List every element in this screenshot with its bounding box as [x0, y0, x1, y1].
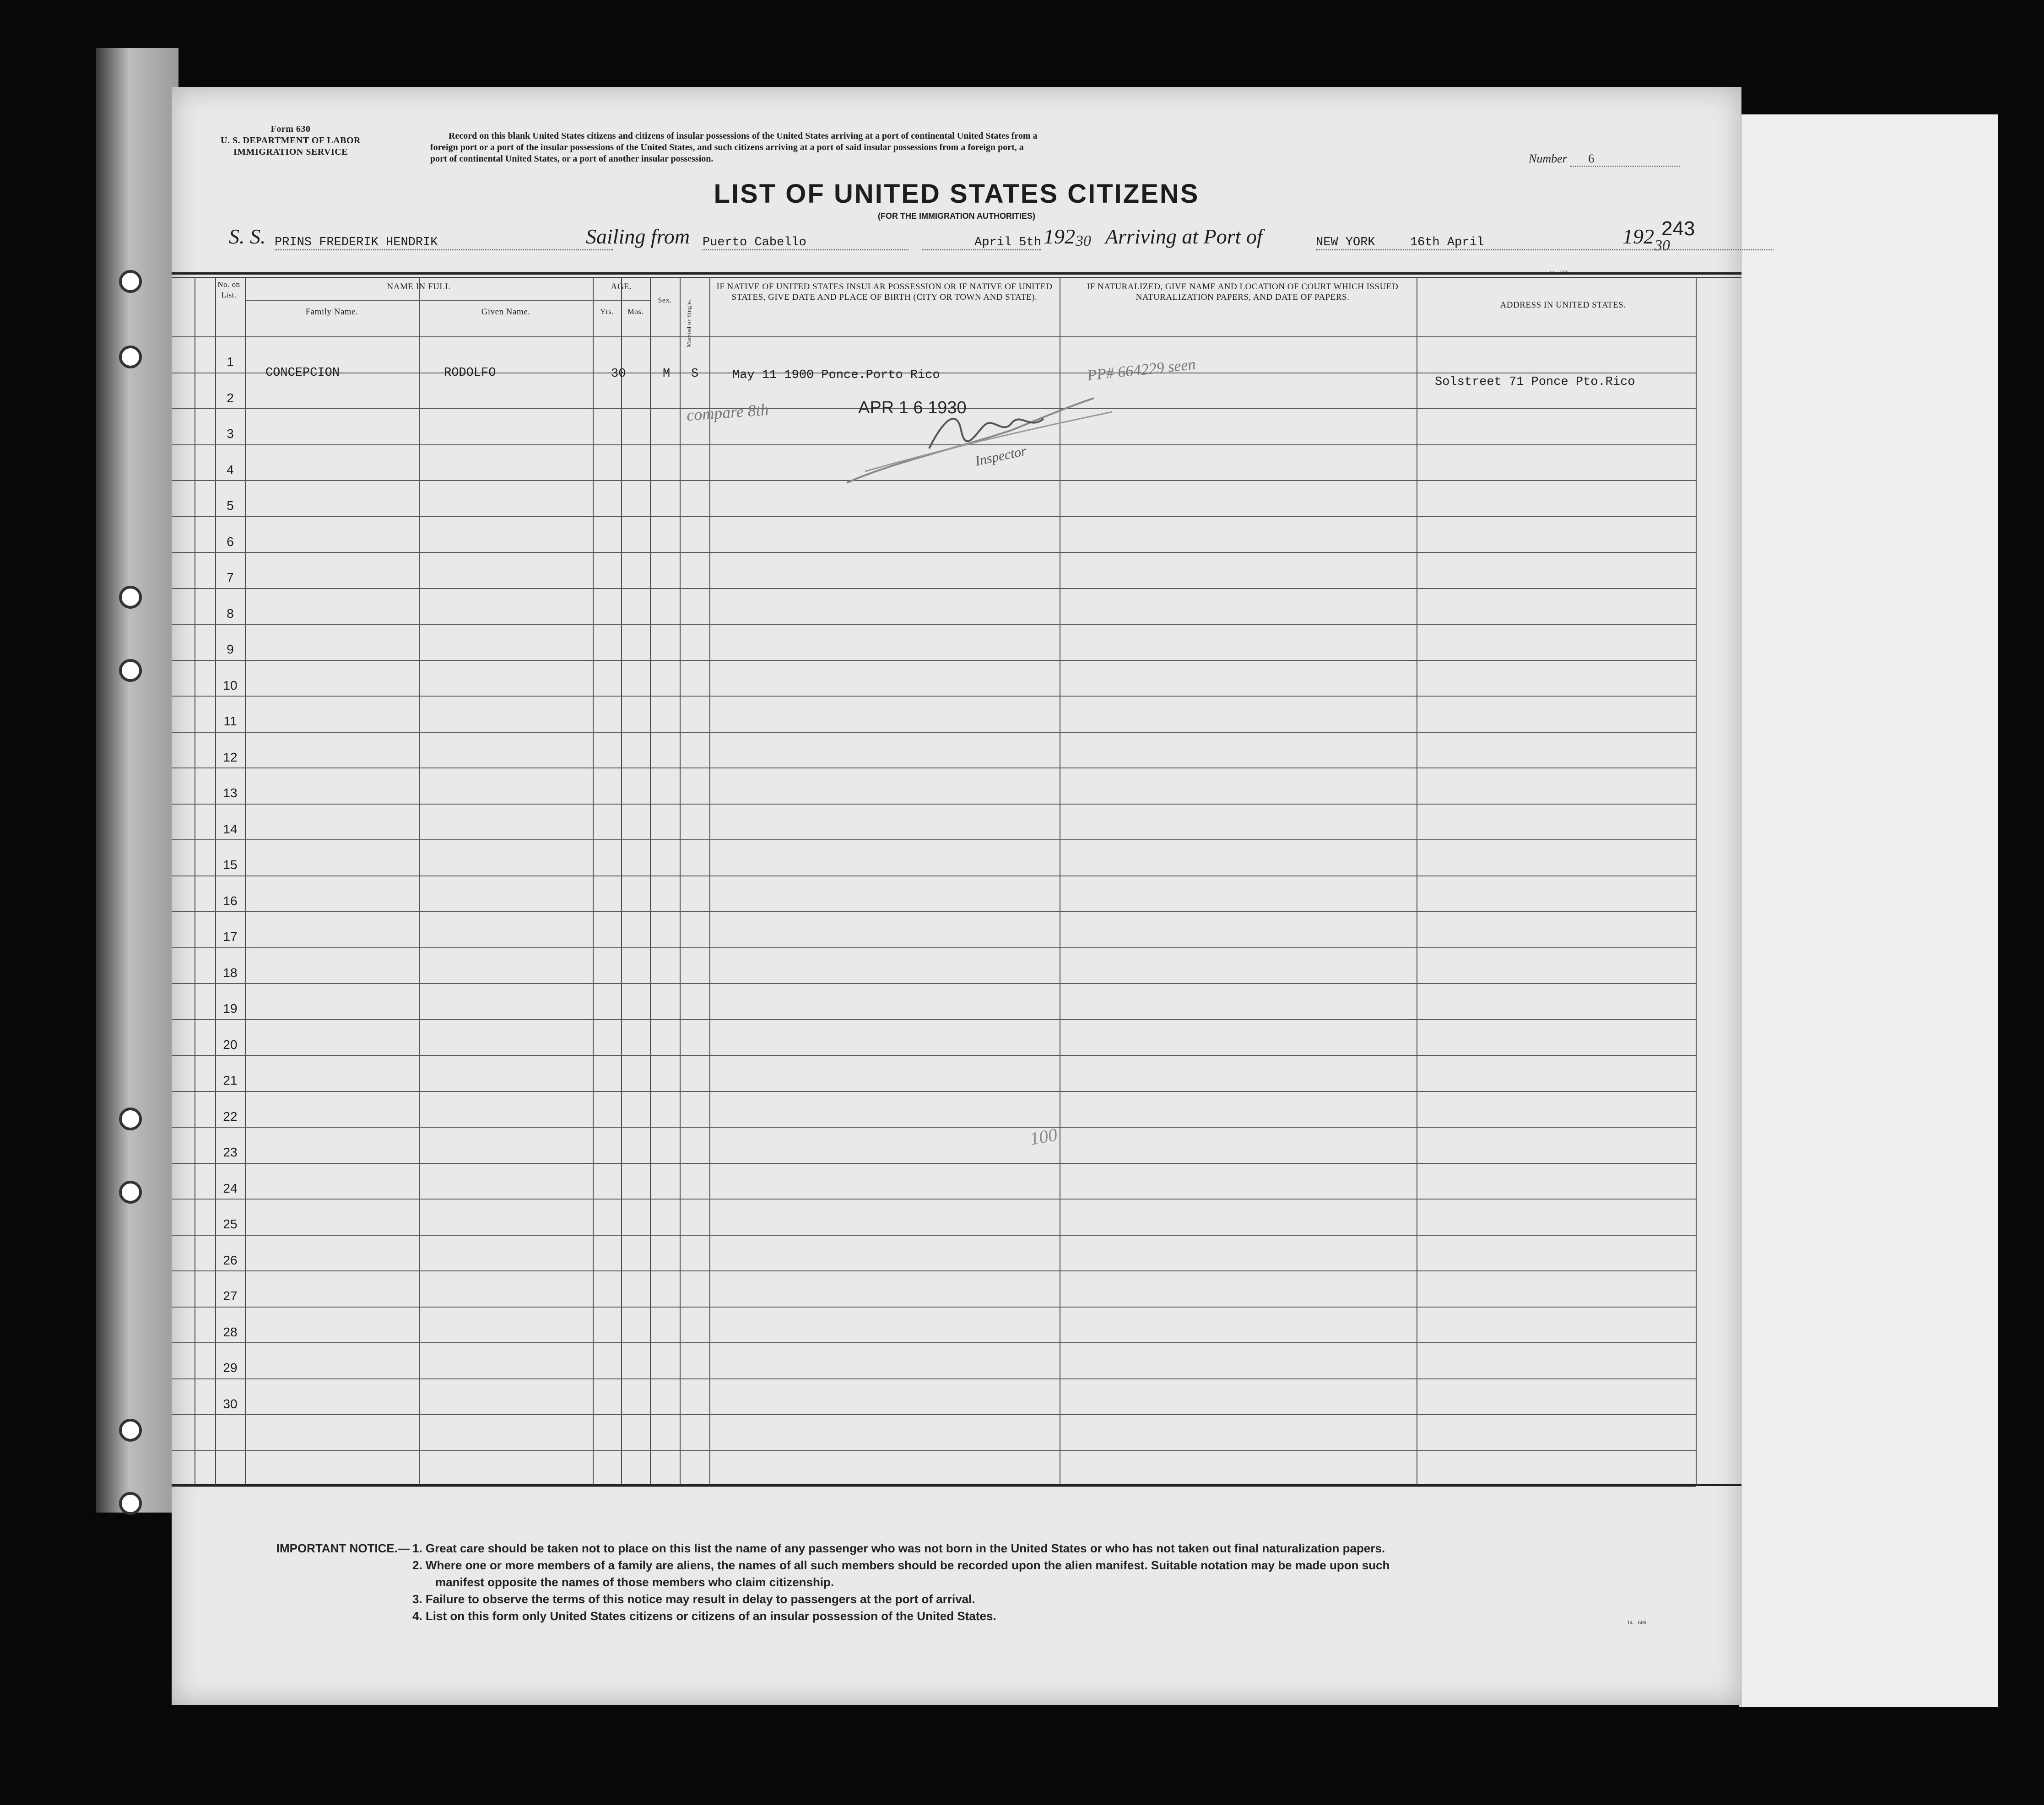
row-line — [172, 911, 1696, 912]
ledger-binding — [96, 48, 178, 1513]
row-number: 17 — [223, 930, 238, 944]
row-line — [172, 1163, 1696, 1164]
row-line — [172, 552, 1696, 553]
row-line — [172, 983, 1696, 984]
arriving-label: Arriving at Port of — [1105, 225, 1263, 248]
table-top-rule — [172, 277, 1741, 278]
notice-item-3: 3. Failure to observe the terms of this notice may result in delay to passengers at the port of arrival. — [412, 1592, 975, 1606]
column-line — [621, 277, 622, 1485]
row-line — [172, 1127, 1696, 1128]
row-line — [172, 1091, 1696, 1092]
col-header-married: Married or Single. — [685, 299, 692, 347]
row-number: 9 — [227, 642, 234, 656]
punch-hole — [119, 659, 142, 682]
service-name: IMMIGRATION SERVICE — [233, 147, 348, 157]
row-number: 26 — [223, 1253, 238, 1267]
ss-label: S. S. — [229, 225, 266, 248]
row-line — [172, 767, 1696, 768]
instructions-line: Record on this blank United States citizens and citizens of insular possessions of the United States arriving at a port of continental United States from a — [449, 131, 1038, 141]
row-number: 8 — [227, 606, 234, 621]
row-number: 19 — [223, 1001, 238, 1016]
column-line — [680, 277, 681, 1485]
row-line — [172, 947, 1696, 948]
number-field — [1529, 152, 1680, 167]
row-number: 22 — [223, 1109, 238, 1124]
row-line — [172, 696, 1696, 697]
arrival-date: 16th April — [1410, 236, 1484, 249]
row-line — [172, 588, 1696, 589]
col-header-name: NAME IN FULL — [387, 282, 451, 292]
inspector-signature — [838, 380, 1158, 490]
row-number: 28 — [223, 1324, 238, 1339]
col-header-yrs: Yrs. — [600, 308, 614, 316]
entry-address: Solstreet 71 Ponce Pto.Rico — [1435, 375, 1635, 389]
row-number: 20 — [223, 1037, 238, 1052]
header-divider — [245, 300, 593, 301]
form-header — [217, 124, 364, 158]
row-line — [172, 1270, 1696, 1271]
sailing-year-label: 192 — [1044, 225, 1075, 248]
row-line — [172, 1055, 1696, 1056]
arrival-year-handwritten: 30 — [1655, 237, 1670, 254]
notice-heading: IMPORTANT NOTICE.— — [276, 1541, 410, 1555]
row-line — [172, 1235, 1696, 1236]
notice-item-2: 2. Where one or more members of a family are aliens, the names of all such members should be recorded upon the alien manifest. Suitable notation may be made upon such — [412, 1558, 1390, 1572]
header-divider — [593, 300, 650, 301]
facing-page — [1739, 114, 1998, 1707]
row-number: 4 — [227, 462, 234, 477]
row-number: 16 — [223, 893, 238, 908]
row-number: 25 — [223, 1217, 238, 1231]
entry-family-name: CONCEPCION — [265, 366, 340, 380]
row-number: 29 — [223, 1361, 238, 1375]
row-number: 7 — [227, 570, 234, 584]
row-line — [172, 1307, 1696, 1308]
row-number: 3 — [227, 427, 234, 441]
punch-hole — [119, 346, 142, 368]
row-line — [172, 1450, 1696, 1451]
table-top-rule — [172, 272, 1741, 275]
sailing-label: Sailing from — [586, 225, 690, 248]
row-line — [172, 660, 1696, 661]
row-number: 6 — [227, 534, 234, 549]
entry-married-single: S — [691, 367, 699, 381]
row-line — [172, 624, 1696, 625]
col-header-mos: Mos. — [627, 308, 643, 316]
row-number: 12 — [223, 750, 238, 764]
notice-item-4: 4. List on this form only United States citizens or citizens of an insular possession of the United States. — [412, 1609, 996, 1623]
row-number: 13 — [223, 786, 238, 800]
col-header-age: AGE. — [611, 282, 632, 292]
arrival-port: NEW YORK — [1316, 236, 1375, 249]
row-line — [172, 1342, 1696, 1343]
col-header-naturalized: IF NATURALIZED, GIVE NAME AND LOCATION OF COURT WHICH ISSUED NATURALIZATION PAPERS, AND DATE OF PAPERS. — [1087, 282, 1399, 302]
form-instructions — [430, 130, 1666, 165]
row-number: 11 — [223, 714, 237, 728]
important-notice — [227, 1540, 1714, 1625]
print-code: 14—606 — [1549, 269, 1568, 276]
row-line — [172, 336, 1696, 337]
number-label: Number — [1529, 152, 1567, 165]
row-number: 5 — [227, 498, 234, 513]
row-number: 18 — [223, 965, 238, 980]
sailing-year-handwritten: 30 — [1076, 232, 1091, 249]
column-line — [1696, 277, 1697, 1485]
entry-naturalized-note: PP# 664229 seen — [1086, 356, 1197, 384]
column-line — [593, 277, 594, 1485]
punch-hole — [119, 1108, 142, 1130]
column-line — [650, 277, 651, 1485]
entry-sex: M — [663, 367, 671, 381]
number-value: 6 — [1570, 152, 1680, 167]
page-title: LIST OF UNITED STATES CITIZENS — [714, 179, 1200, 209]
sailing-port: Puerto Cabello — [703, 236, 908, 250]
punch-hole — [119, 1181, 142, 1204]
punch-hole — [119, 1492, 142, 1515]
row-number: 21 — [223, 1073, 238, 1087]
row-line — [172, 804, 1696, 805]
row-line — [172, 1019, 1696, 1020]
form-number: Form 630 — [270, 124, 311, 134]
print-code-footer: 14—606 — [1627, 1619, 1646, 1626]
page-number: 243 — [1661, 217, 1695, 240]
row-line — [172, 732, 1696, 733]
arrival-info — [1316, 236, 1774, 250]
department-name: U. S. DEPARTMENT OF LABOR — [221, 135, 361, 146]
row-number: 27 — [223, 1289, 238, 1303]
instructions-line: port of continental United States, or a port of another insular possession. — [430, 154, 714, 164]
row-number: 23 — [223, 1145, 238, 1159]
punch-hole — [119, 586, 142, 609]
row-number: 10 — [223, 678, 238, 692]
entry-birth: May 11 1900 Ponce.Porto Rico — [732, 368, 940, 382]
row-number: 30 — [223, 1396, 238, 1411]
row-number: 1 — [227, 355, 234, 369]
handwritten-note: compare 8th — [686, 400, 769, 425]
manifest-sheet — [172, 87, 1741, 1705]
row-line — [172, 516, 1696, 517]
tally-mark: 100 — [1028, 1124, 1059, 1149]
row-number: 14 — [223, 821, 238, 836]
date-stamp: APR 1 6 1930 — [858, 398, 967, 417]
col-header-native: IF NATIVE OF UNITED STATES INSULAR POSSESSION OR IF NATIVE OF UNITED STATES, GIVE DATE AND PLACE OF BIRTH (CITY OR TOWN AND STATE). — [716, 282, 1053, 302]
col-header-sex: Sex. — [658, 297, 672, 304]
row-line — [172, 875, 1696, 876]
col-header-given: Given Name. — [481, 307, 530, 317]
row-line — [172, 1199, 1696, 1200]
column-line — [709, 277, 710, 1485]
col-header-address: ADDRESS IN UNITED STATES. — [1500, 300, 1626, 310]
signature-title: Inspector — [973, 443, 1028, 469]
arrival-year-label: 192 — [1622, 225, 1654, 248]
col-header-family: Family Name. — [305, 307, 358, 317]
punch-hole — [119, 1419, 142, 1442]
row-number: 15 — [223, 858, 238, 872]
row-line — [172, 1414, 1696, 1415]
row-line — [172, 839, 1696, 840]
instructions-line: foreign port or a port of the insular possessions of the United States, and such citizens arriving at a port of said insular possessions from a foreign port, a — [430, 142, 1024, 152]
notice-item-2-cont: manifest opposite the names of those members who claim citizenship. — [435, 1575, 834, 1589]
ship-name: PRINS FREDERIK HENDRIK — [275, 236, 613, 250]
row-number: 24 — [223, 1181, 238, 1195]
sailing-date: April 5th — [922, 236, 1041, 250]
page-subtitle: (FOR THE IMMIGRATION AUTHORITIES) — [878, 211, 1035, 221]
column-line — [215, 277, 216, 1485]
entry-given-name: RODOLFO — [444, 366, 496, 380]
column-line — [419, 277, 420, 1485]
col-header-no: No. on List. — [217, 280, 240, 299]
row-number: 2 — [227, 390, 234, 405]
row-line — [172, 1378, 1696, 1379]
entry-age-years: 30 — [611, 367, 626, 381]
punch-hole — [119, 270, 142, 293]
notice-item-1: 1. Great care should be taken not to place on this list the name of any passenger who was not born in the United States or who has not taken out final naturalization papers. — [412, 1541, 1385, 1555]
column-line — [245, 277, 246, 1485]
row-line — [172, 1486, 1696, 1487]
